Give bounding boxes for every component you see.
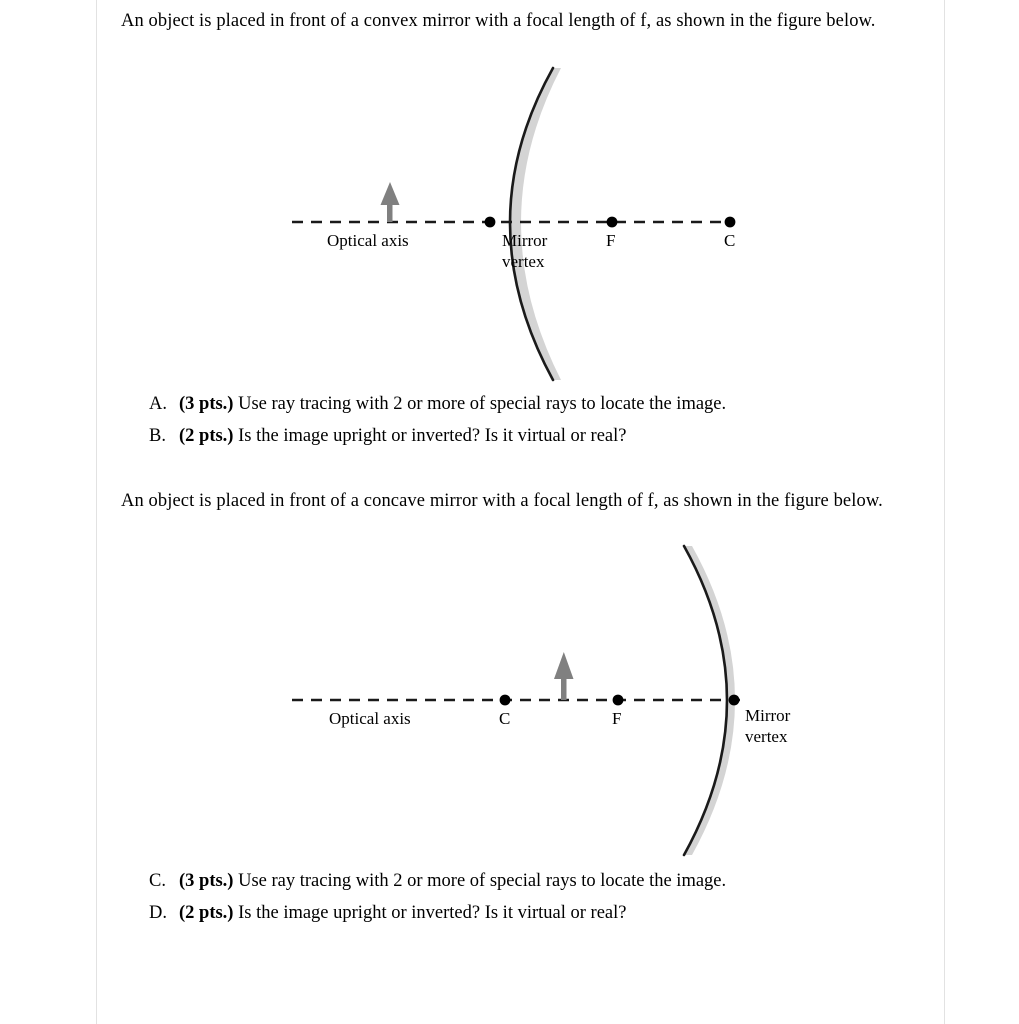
item-a	[149, 392, 726, 416]
page-edge-left	[96, 0, 97, 1024]
page-edge-right	[944, 0, 945, 1024]
problem-1-prompt: An object is placed in front of a convex mirror with a focal length of f, as shown in the figure below.	[121, 11, 876, 31]
item-b-points: (2 pts.)	[179, 426, 234, 446]
convex-mirror-figure	[270, 55, 790, 395]
item-a-text: Use ray tracing with 2 or more of special rays to locate the image.	[233, 394, 727, 414]
item-d	[149, 901, 626, 925]
convex-mirror-vertex-label	[502, 230, 547, 272]
convex-mirror-vertex-label-line2: vertex	[502, 252, 545, 271]
concave-mirror-vertex-label-line2: vertex	[745, 727, 788, 746]
convex-focal-point-label: F	[606, 231, 616, 250]
convex-mirror-vertex-label-line1: Mirror	[502, 231, 548, 250]
convex-optical-axis-label: Optical axis	[327, 231, 409, 250]
item-b	[149, 424, 626, 448]
focal-point-F	[613, 695, 624, 706]
item-b-letter: B.	[149, 426, 166, 446]
object-arrow	[381, 182, 400, 222]
center-of-curvature-point-C	[500, 695, 511, 706]
concave-center-curvature-label: C	[499, 709, 511, 728]
convex-mirror-back-shading	[510, 68, 561, 380]
item-c-text: Use ray tracing with 2 or more of special rays to locate the image.	[233, 871, 727, 891]
concave-focal-point-label: F	[612, 709, 622, 728]
concave-mirror-diagram-svg	[270, 532, 830, 867]
item-d-points: (2 pts.)	[179, 903, 234, 923]
item-a-letter: A.	[149, 394, 167, 414]
problem-2-prompt: An object is placed in front of a concave mirror with a focal length of f, as shown in the figure below.	[121, 491, 883, 511]
concave-mirror-vertex-label-line1: Mirror	[745, 706, 791, 725]
center-of-curvature-point-C	[725, 217, 736, 228]
mirror-vertex-point	[729, 695, 740, 706]
item-d-text: Is the image upright or inverted? Is it virtual or real?	[233, 903, 627, 923]
item-c-letter: C.	[149, 871, 166, 891]
object-arrow	[554, 652, 574, 700]
mirror-vertex-point	[485, 217, 496, 228]
concave-optical-axis-label: Optical axis	[329, 709, 411, 728]
focal-point-F	[607, 217, 618, 228]
item-c	[149, 869, 726, 893]
item-a-points: (3 pts.)	[179, 394, 234, 414]
concave-mirror-figure	[270, 532, 830, 867]
concave-mirror-vertex-label	[745, 705, 790, 747]
item-c-points: (3 pts.)	[179, 871, 234, 891]
convex-center-curvature-label: C	[724, 231, 736, 250]
item-d-letter: D.	[149, 903, 167, 923]
convex-mirror-diagram-svg	[270, 55, 790, 395]
item-b-text: Is the image upright or inverted? Is it virtual or real?	[233, 426, 627, 446]
